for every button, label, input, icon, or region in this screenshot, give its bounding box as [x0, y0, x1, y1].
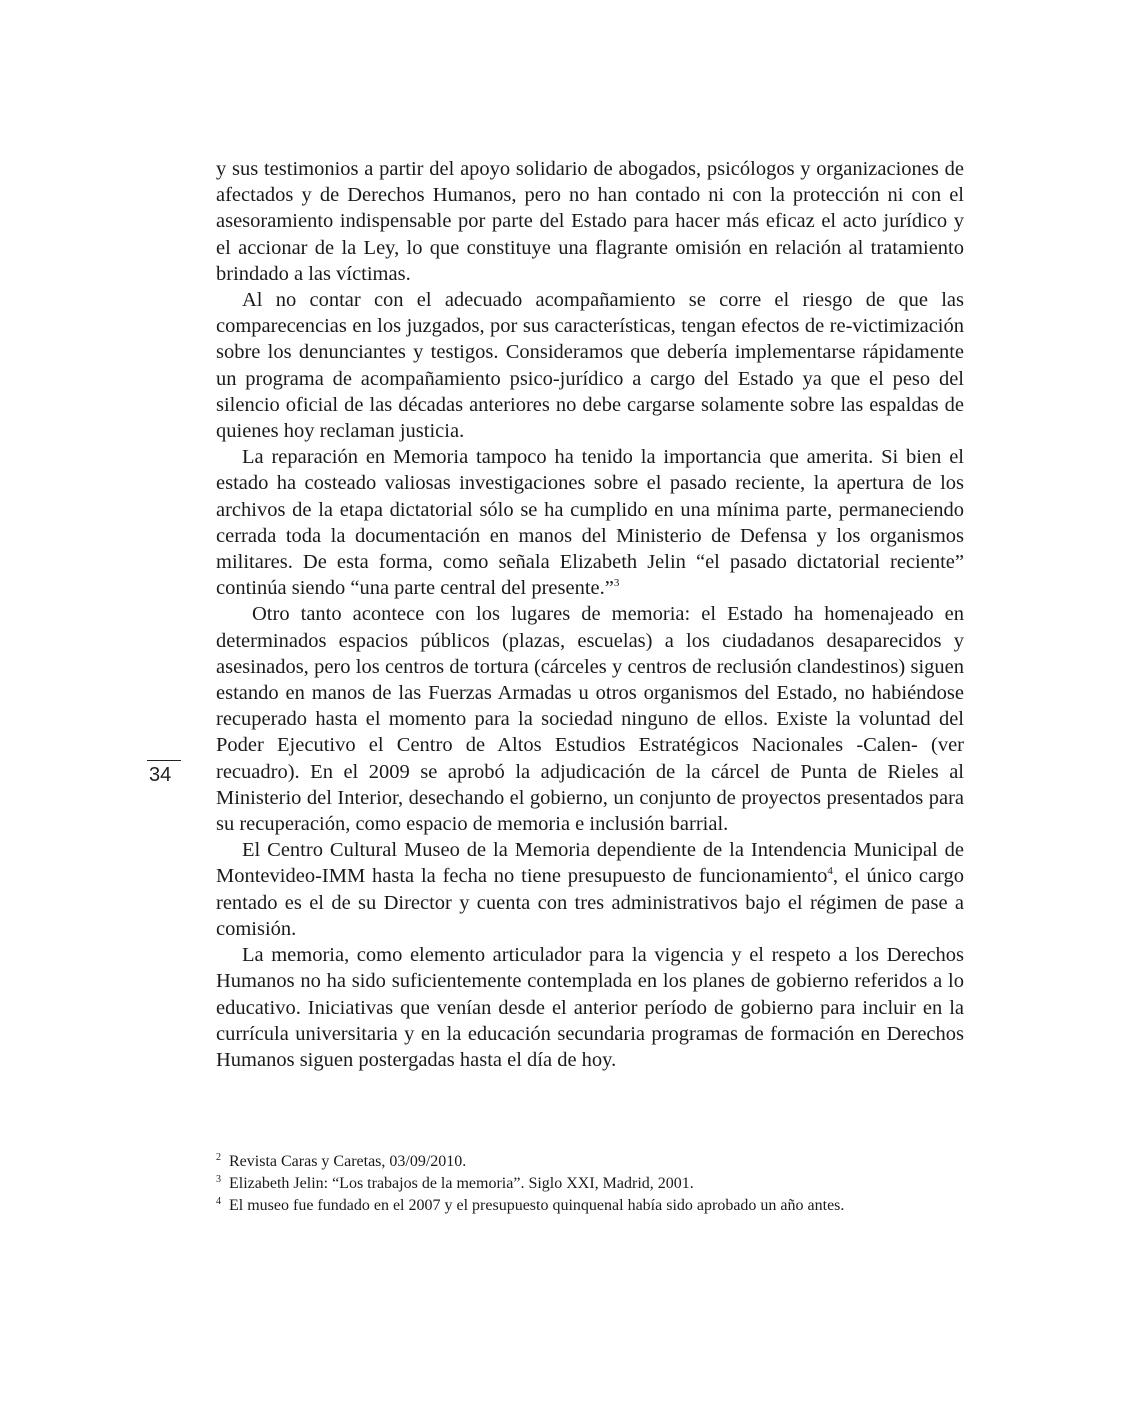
paragraph-3	[216, 444, 964, 601]
paragraph-5-text-before: El Centro Cultural Museo de la Memoria dependiente de la Intendencia Municipal de Montevideo-IMM hasta la fecha no tiene presupuesto de funcionamiento	[216, 839, 964, 888]
paragraph-1: y sus testimonios a partir del apoyo solidario de abogados, psicólogos y organizaciones de afectados y de Derechos Humanos, pero no han contado ni con la protección ni con el asesoramiento indispensable por parte del Estado para hacer más eficaz el acto jurídico y el accionar de la Ley, lo que constituye una flagrante omisión en relación al tratamiento brindado a las víctimas.	[216, 158, 964, 285]
paragraph-4: Otro tanto acontece con los lugares de memoria: el Estado ha homenajeado en determinados espacios públicos (plazas, escuelas) a los ciudadanos desaparecidos y asesinados, pero los centros de tortura (cárceles y centros de reclusión clandestinos) siguen estando en manos de las Fuerzas Armadas u otros organismos del Estado, no habiéndose recuperado hasta el momento para la sociedad ninguno de ellos. Existe la voluntad del Poder Ejecutivo el Centro de Altos Estudios Estratégicos Nacionales -Calen- (ver recuadro). En el 2009 se aprobó la adjudicación de la cárcel de Punta de Rieles al Ministerio del Interior, desechando el gobierno, un conjunto de proyectos presentados para su recuperación, como espacio de memoria e inclusión barrial.	[216, 603, 964, 836]
footnote-ref-4: 4	[827, 865, 833, 878]
paragraph-6: La memoria, como elemento articulador para la vigencia y el respeto a los Derechos Humanos no ha sido suficientemente contemplada en los planes de gobierno referidos a lo educativo. Iniciativas que venían desde el anterior período de gobierno para incluir en la currícula universitaria y en la educación secundaria programas de formación en Derechos Humanos siguen postergadas hasta el día de hoy.	[216, 944, 964, 1071]
footnote-ref-3: 3	[613, 577, 620, 590]
paragraph-5-text-after: , el único cargo rentado es el de su Director y cuenta con tres administrativos bajo el régimen de pase a comisión.	[216, 865, 965, 940]
footnote-4	[216, 1195, 976, 1217]
page-number-rule	[147, 760, 181, 761]
page-number: 34	[149, 764, 172, 786]
footnote-3	[216, 1173, 976, 1195]
paragraph-2: Al no contar con el adecuado acompañamiento se corre el riesgo de que las comparecencias en los juzgados, por sus características, tengan efectos de re-victimización sobre los denunciantes y testigos. Consideramos que debería implementarse rápidamente un programa de acompañamiento psico-jurídico a cargo del Estado ya que el peso del silencio oficial de las décadas anteriores no debe cargarse solamente sobre las espaldas de quienes hoy reclaman justicia.	[216, 289, 964, 443]
footnotes	[216, 1151, 976, 1217]
body-text	[216, 156, 964, 1073]
paragraph-5	[216, 837, 964, 942]
footnote-3-text: Elizabeth Jelin: “Los trabajos de la memoria”. Siglo XXI, Madrid, 2001.	[229, 1175, 694, 1192]
footnote-2-number: 2	[216, 1152, 221, 1163]
footnote-2-text: Revista Caras y Caretas, 03/09/2010.	[229, 1153, 467, 1170]
paragraph-3-text: La reparación en Memoria tampoco ha tenido la importancia que amerita. Si bien el estado ha costeado valiosas investigaciones sobre el pasado reciente, la apertura de los archivos de la etapa dictatorial sólo se ha cumplido en una mínima parte, permaneciendo cerrada toda la documentación en manos del Ministerio de Defensa y los organismos militares. De esta forma, como señala Elizabeth Jelin “el pasado dictatorial reciente” continúa siendo “una parte central del presente.”	[216, 446, 964, 600]
footnote-3-number: 3	[216, 1174, 221, 1185]
footnote-4-number: 4	[216, 1196, 221, 1207]
footnote-2	[216, 1151, 976, 1173]
footnote-4-text: El museo fue fundado en el 2007 y el presupuesto quinquenal había sido aprobado un año antes.	[229, 1197, 845, 1214]
